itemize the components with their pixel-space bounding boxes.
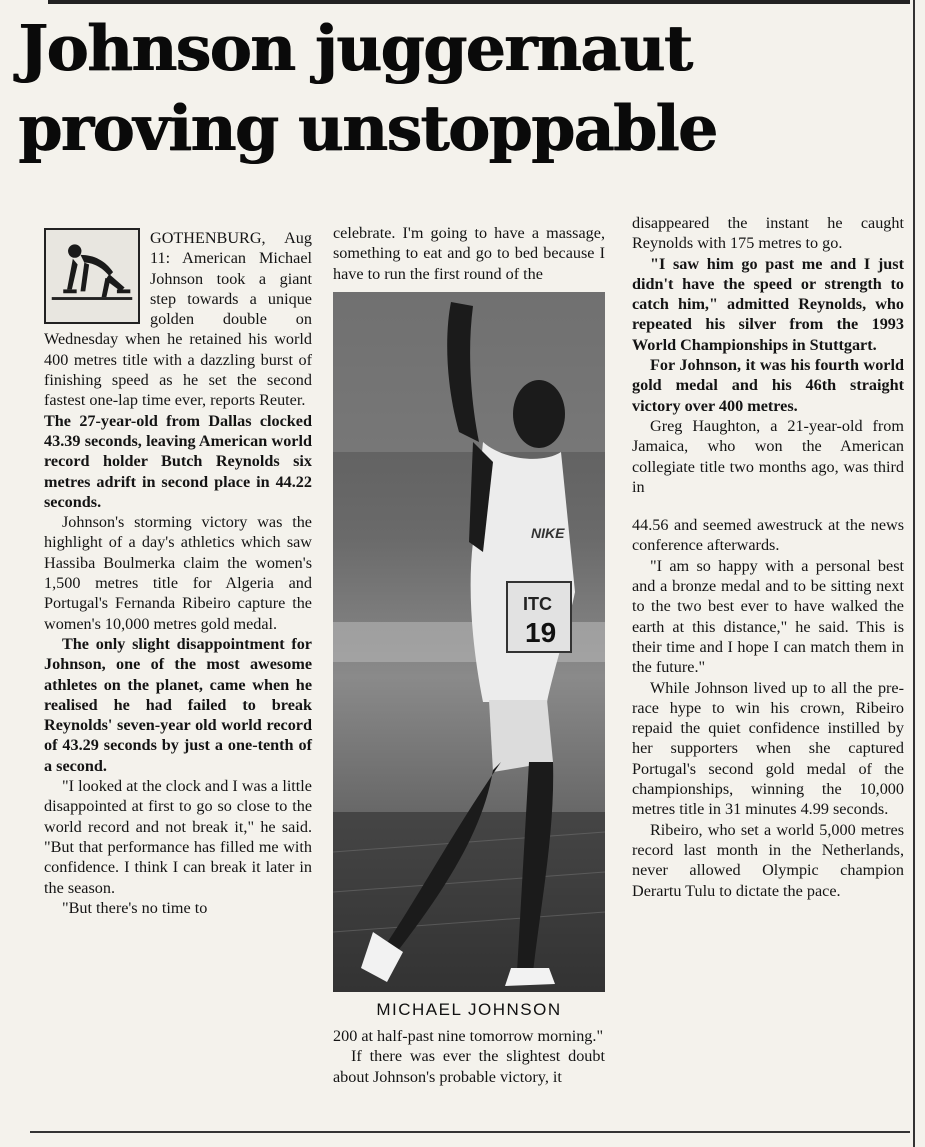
- headline-line-1: Johnson juggernaut: [18, 11, 692, 85]
- paragraph-7-start: If there was ever the slightest doubt about Johnson's probable victory, it: [333, 1047, 605, 1086]
- article-column-1: [44, 228, 312, 918]
- bottom-rule: [30, 1131, 910, 1133]
- paragraph-7-continued: disappeared the instant he caught Reynolds with 175 metres to go.: [632, 214, 904, 253]
- bib-number: 19: [525, 616, 557, 648]
- vest-logo: NIKE: [531, 524, 565, 541]
- paragraph-11: "I am so happy with a personal best and a bronze medal and to be sitting next to the two best ever to have walked the earth at this distance," he said. This is their time and I hope I can match them in the future.": [632, 556, 904, 677]
- paragraph-3: Johnson's storming victory was the highlight of a day's athletics which saw Hassiba Boulmerka claim the women's 1,500 metres title for Algeria and Portugal's Fernanda Ribeiro capture the women's 10,000 metres gold medal.: [44, 513, 312, 633]
- paragraph-2: The 27-year-old from Dallas clocked 43.39 seconds, leaving American world record holder Butch Reynolds six metres adrift in second place in 44.22 seconds.: [44, 411, 312, 511]
- paragraph-4: The only slight disappointment for Johnson, one of the most awesome athletes on the planet, came when he realised he had failed to break Reynolds' seven-year old world record of 43.29 seconds by just a one-tenth of a second.: [44, 634, 312, 775]
- headline: [18, 8, 913, 168]
- paragraph-8: "I saw him go past me and I just didn't have the speed or strength to catch him," admitted Reynolds, who repeated his silver from the 1993 World Championships in Stuttgart.: [632, 254, 904, 354]
- photo-figure: [333, 292, 605, 1020]
- column-rule-right: [913, 0, 915, 1147]
- top-rule: [48, 0, 910, 4]
- article-column-2: [333, 223, 605, 1087]
- paragraph-9: For Johnson, it was his fourth world gold medal and his 46th straight victory over 400 metres.: [632, 356, 904, 415]
- sprinter-in-starting-blocks-icon: [44, 228, 140, 324]
- headline-line-2: proving unstoppable: [18, 91, 717, 165]
- athlete-photo: [333, 292, 605, 992]
- paragraph-13: Ribeiro, who set a world 5,000 metres record last month in the Netherlands, never allowed Olympic champion Derartu Tulu to dictate the pace.: [632, 820, 904, 900]
- paragraph-12: While Johnson lived up to all the pre-race hype to win his crown, Ribeiro repaid the quiet confidence instilled by her supporters when she captured Portugal's second gold medal of the championships, winning the 10,000 metres title in 31 minutes 4.99 seconds.: [632, 678, 904, 819]
- bib-text: ITC: [523, 593, 552, 614]
- paragraph-10-start: Greg Haughton, a 21-year-old from Jamaica, who won the American collegiate title two months ago, was third in: [632, 416, 904, 496]
- paragraph-6-continued: celebrate. I'm going to have a massage, something to eat and go to bed because I have to run the first round of the: [333, 224, 605, 283]
- paragraph-5: "I looked at the clock and I was a little disappointed at first to go so close to the world record and not break it," he said. "But that performance has filled me with confidence. I think I can break it later in the season.: [44, 777, 312, 897]
- paragraph-1: GOTHENBURG, Aug 11: American Michael Johnson took a giant step towards a unique golden double on Wednesday when he retained his world 400 metres title with a dazzling burst of finishing speed as he set the second fastest one-lap time ever, reports Reuter.: [44, 229, 312, 410]
- paragraph-6-start: "But there's no time to: [62, 898, 208, 917]
- paragraph-10-continued: 44.56 and seemed awestruck at the news conference afterwards.: [632, 516, 904, 555]
- photo-caption: MICHAEL JOHNSON: [376, 999, 562, 1019]
- paragraph-6-end: 200 at half-past nine tomorrow morning.": [333, 1027, 604, 1046]
- article-column-3: [632, 213, 904, 901]
